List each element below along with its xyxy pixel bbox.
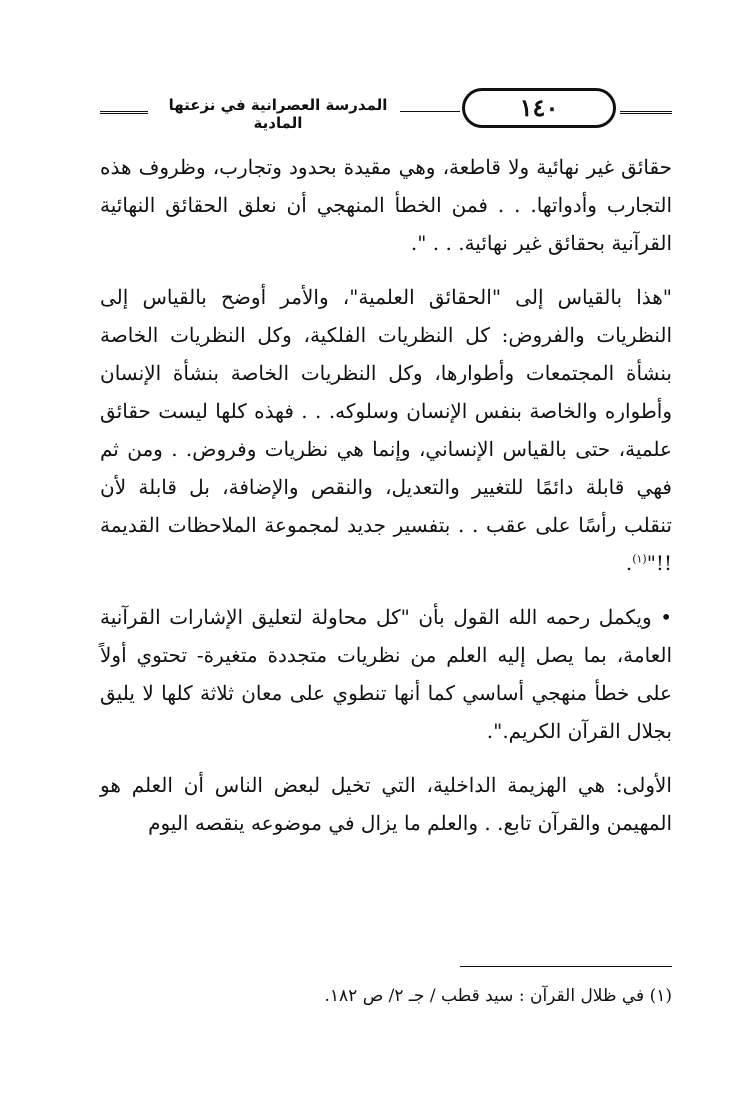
body-text xyxy=(100,148,672,842)
page-number: ١٤٠ xyxy=(462,88,616,128)
running-header xyxy=(100,84,672,132)
paragraph-2 xyxy=(100,278,672,582)
header-rule-left xyxy=(100,111,148,114)
footnote-marker: (١) xyxy=(632,552,647,566)
paragraph-3: • ويكمل رحمه الله القول بأن "كل محاولة لتعليق الإشارات القرآنية العامة، بما يصل إليه العلم من نظريات متجددة متغيرة- تحتوي أولاً على خطأ منهجي أساسي كما أنها تنطوي على معان ثلاثة كلها لا يليق بجلال القرآن الكريم.". xyxy=(100,605,672,743)
header-rule-right xyxy=(620,111,672,114)
paragraph-1: حقائق غير نهائية ولا قاطعة، وهي مقيدة بحدود وتجارب، وظروف هذه التجارب وأدواتها. . . فمن الخطأ المنهجي أن نعلق الحقائق النهائية القرآنية بحقائق غير نهائية. . . ". xyxy=(100,155,672,255)
paragraph-4: الأولى: هي الهزيمة الداخلية، التي تخيل لبعض الناس أن العلم هو المهيمن والقرآن تابع. . والعلم ما يزال في موضوعه ينقصه اليوم xyxy=(100,773,672,835)
header-title: المدرسة العصرانية في نزعتها المادية xyxy=(168,96,388,132)
paragraph-2-text: "هذا بالقياس إلى "الحقائق العلمية"، والأمر أوضح بالقياس إلى النظريات والفروض: كل النظريات الفلكية، وكل النظريات الخاصة بنشأة المجتمعات وأطوارها، وكل النظريات الخاصة بنشأة الإنسان وأطواره والخاصة بنفس الإنسان وسلوكه. . . فهذه كلها ليست حقائق علمية، حتى بالقياس الإنساني، وإنما هي نظريات وفروض. . ومن ثم فهي قابلة دائمًا للتغيير والتعديل، والنقص والإضافة، بل قابلة لأن تنقلب رأسًا على عقب . . بتفسير جديد لمجموعة الملاحظات القديمة !!" xyxy=(100,285,672,575)
header-rule-middle xyxy=(400,111,460,112)
paragraph-2-tail: . xyxy=(625,551,633,575)
footnote-separator xyxy=(460,966,672,967)
footnote: (١) في ظلال القرآن : سيد قطب / جـ ٢/ ص ١٨٢. xyxy=(324,986,672,1006)
